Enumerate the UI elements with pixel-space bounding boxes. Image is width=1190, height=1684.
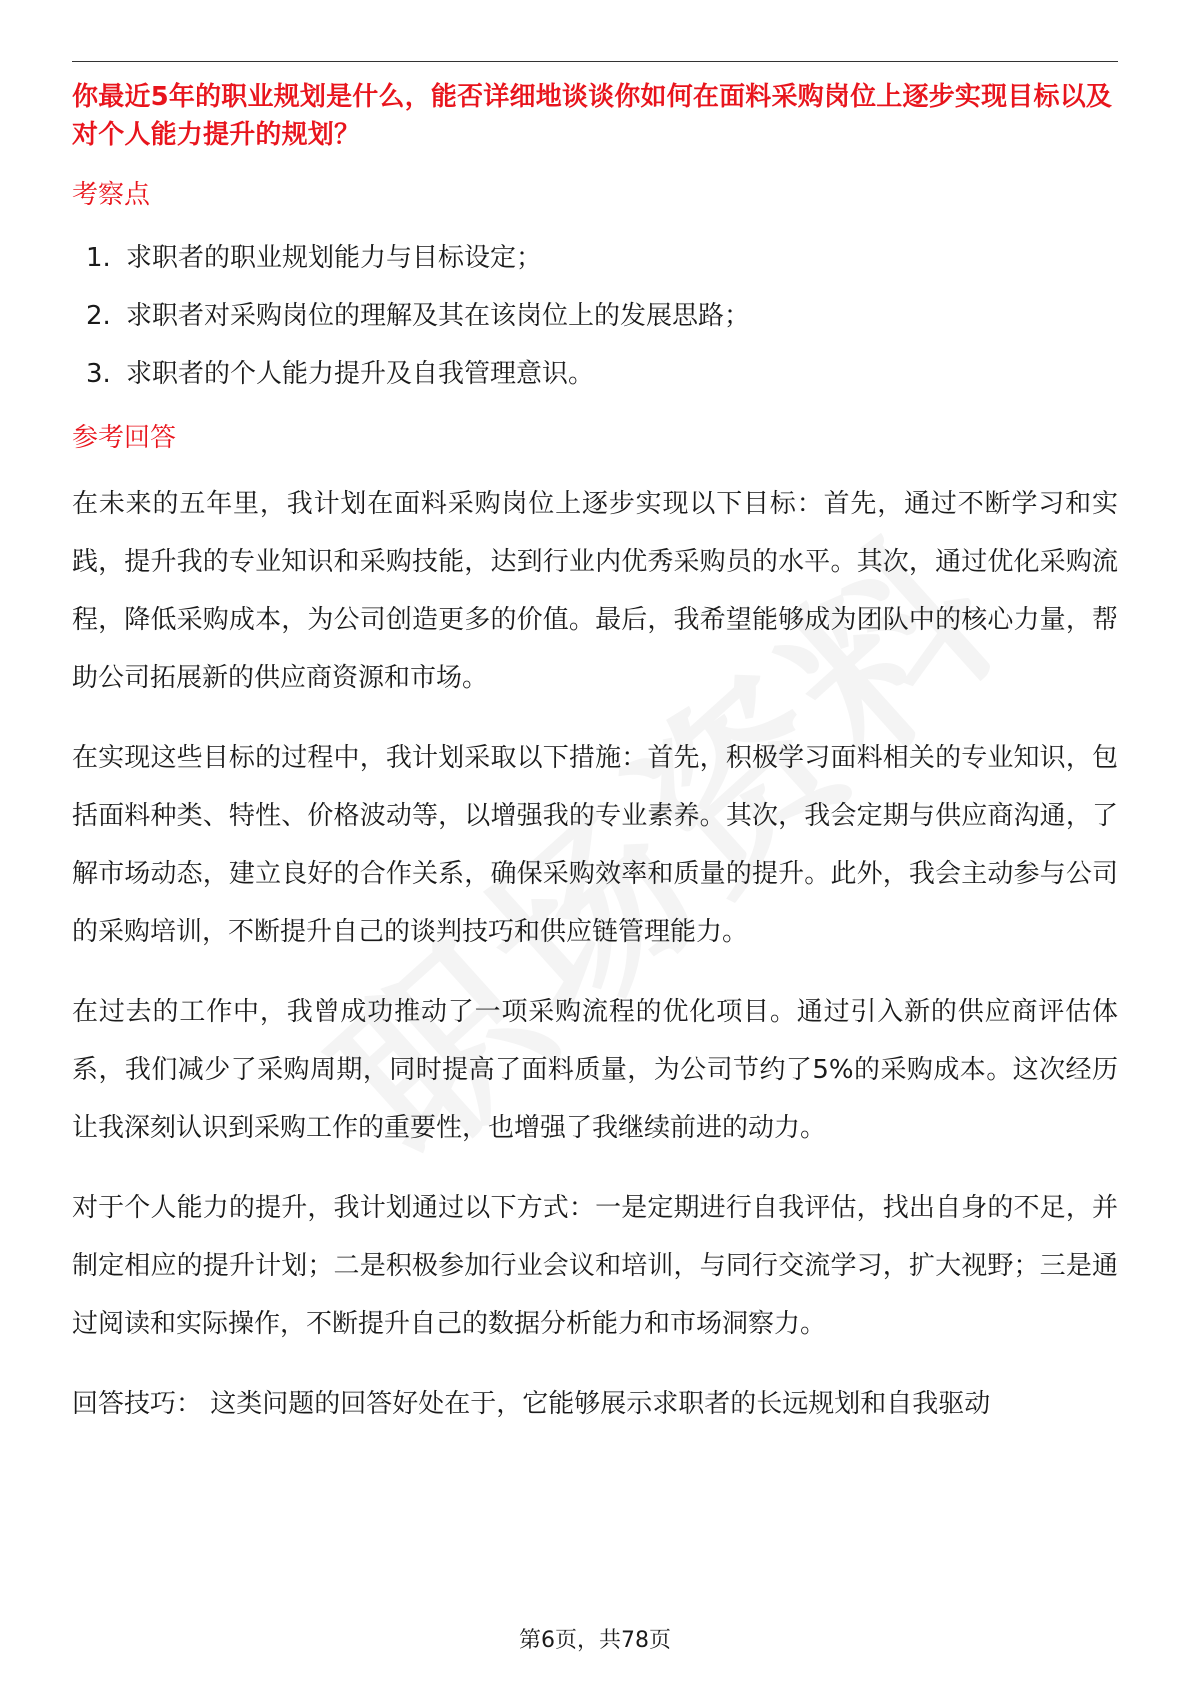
list-item-number: 2.: [86, 301, 111, 331]
page-number: 第6页，共78页: [519, 1628, 671, 1653]
list-item-text: 求职者的职业规划能力与目标设定；: [126, 243, 543, 273]
list-item-text: 求职者的个人能力提升及自我管理意识。: [126, 359, 595, 389]
document-body: [72, 78, 1118, 1433]
list-item-number: 1.: [86, 243, 111, 273]
points-section-title: 考察点: [72, 180, 151, 210]
question-heading: 你最近5年的职业规划是什么，能否详细地谈谈你如何在面料采购岗位上逐步实现目标以及对个人能力提升的规划？: [72, 82, 1113, 150]
answer-paragraph: 在过去的工作中，我曾成功推动了一项采购流程的优化项目。通过引入新的供应商评估体系，我们减少了采购周期，同时提高了面料质量，为公司节约了5%的采购成本。这次经历让我深刻认识到采购工作的重要性，也增强了我继续前进的动力。: [72, 997, 1118, 1143]
answer-paragraph: 在实现这些目标的过程中，我计划采取以下措施：首先，积极学习面料相关的专业知识，包括面料种类、特性、价格波动等，以增强我的专业素养。其次，我会定期与供应商沟通，了解市场动态，建立良好的合作关系，确保采购效率和质量的提升。此外，我会主动参与公司的采购培训，不断提升自己的谈判技巧和供应链管理能力。: [72, 743, 1118, 947]
answer-section-title: 参考回答: [72, 423, 177, 453]
list-item-text: 求职者对采购岗位的理解及其在该岗位上的发展思路；: [126, 301, 751, 331]
answer-paragraph: 在未来的五年里，我计划在面料采购岗位上逐步实现以下目标：首先，通过不断学习和实践，提升我的专业知识和采购技能，达到行业内优秀采购员的水平。其次，通过优化采购流程，降低采购成本，为公司创造更多的价值。最后，我希望能够成为团队中的核心力量，帮助公司拓展新的供应商资源和市场。: [72, 489, 1118, 693]
list-item: [72, 355, 1118, 393]
answer-tips: 回答技巧： 这类问题的回答好处在于，它能够展示求职者的长远规划和自我驱动: [72, 1389, 991, 1419]
top-divider: [72, 61, 1118, 62]
list-item: [72, 297, 1118, 335]
points-list: [72, 239, 1118, 393]
list-item-number: 3.: [86, 359, 111, 389]
list-item: [72, 239, 1118, 277]
answer-paragraph: 对于个人能力的提升，我计划通过以下方式：一是定期进行自我评估，找出自身的不足，并制定相应的提升计划；二是积极参加行业会议和培训，与同行交流学习，扩大视野；三是通过阅读和实际操作，不断提升自己的数据分析能力和市场洞察力。: [72, 1193, 1118, 1339]
